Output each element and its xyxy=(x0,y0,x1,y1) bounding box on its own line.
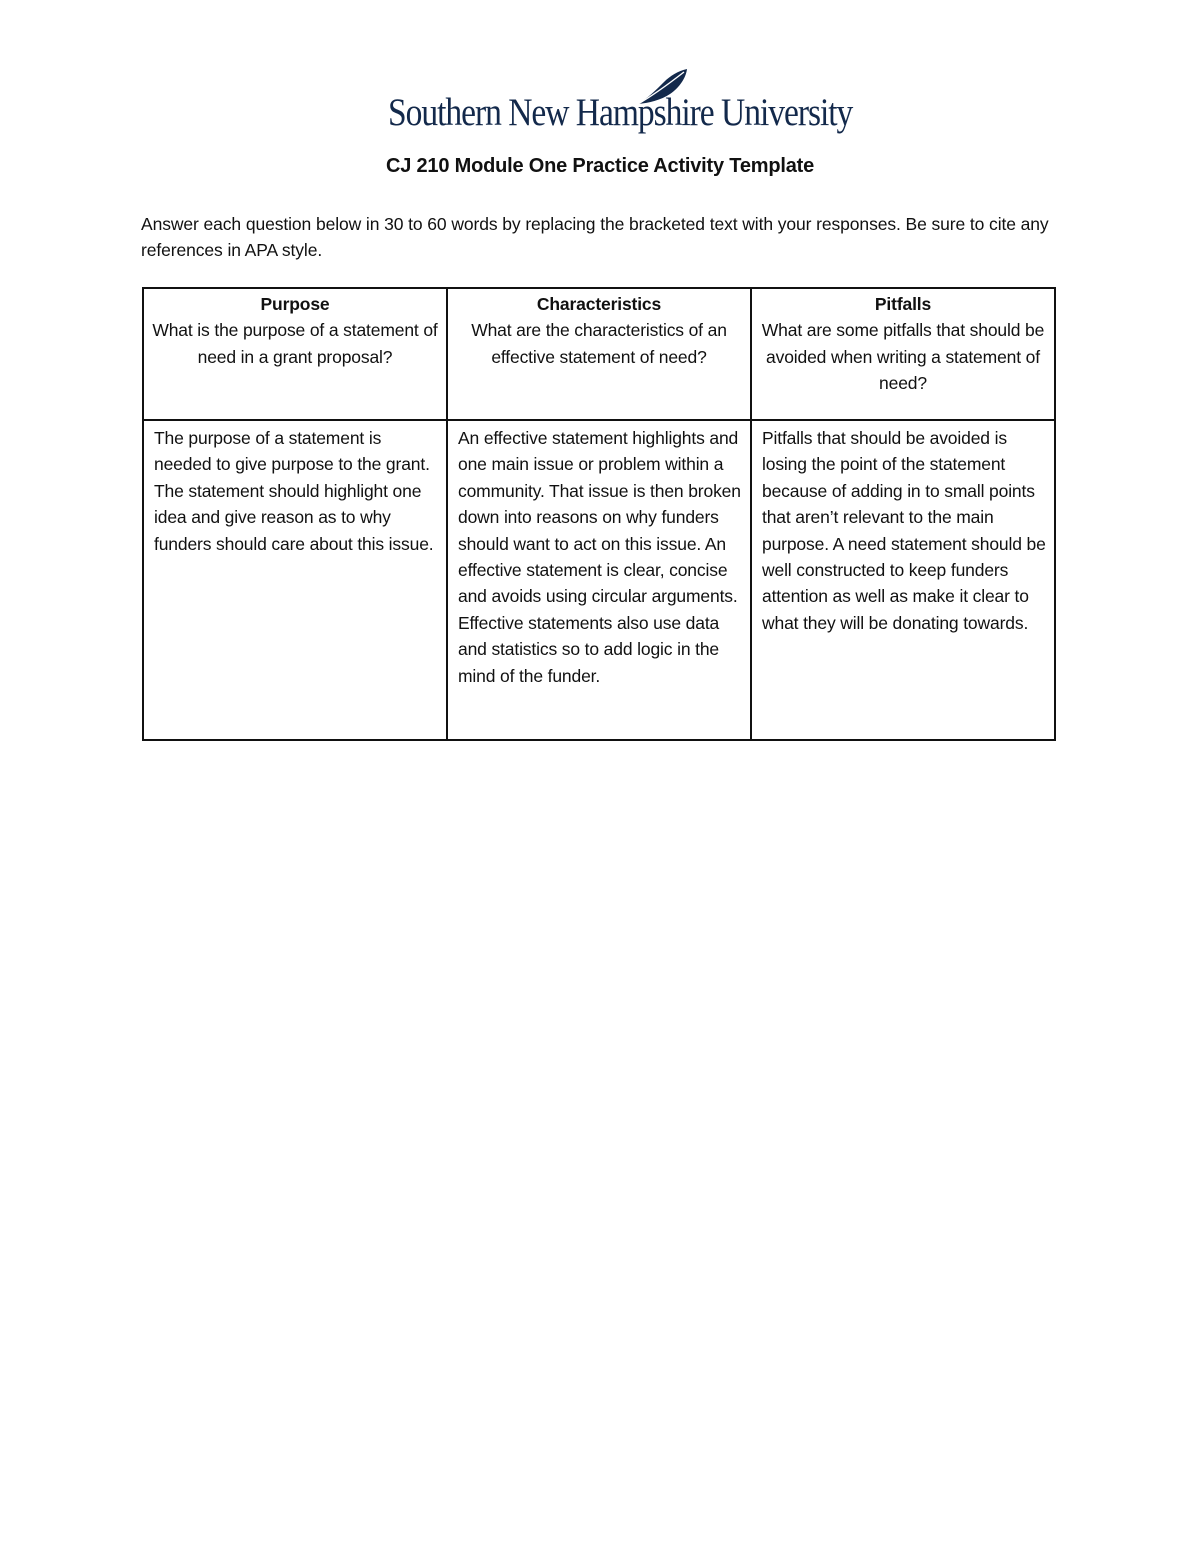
column-heading: Characteristics xyxy=(536,294,662,314)
response-cell-characteristics[interactable]: An effective statement highlights and one main issue or problem within a community. That issue is then broken down into reasons on why funders should want to act on this issue. An effective statement is clear, concise and avoids using circular arguments. Effective statements also use data and statistics so to add logic in the mind of the funder. xyxy=(447,420,751,740)
response-cell-purpose[interactable]: The purpose of a statement is needed to give purpose to the grant. The statement should highlight one idea and give reason as to why funders should care about this issue. xyxy=(143,420,447,740)
university-logo xyxy=(384,64,853,140)
header-cell-characteristics xyxy=(447,288,751,420)
instructions-paragraph: Answer each question below in 30 to 60 words by replacing the bracketed text with your responses. Be sure to cite any references in APA style. xyxy=(141,214,1049,260)
column-question: What are some pitfalls that should be avoided when writing a statement of need? xyxy=(761,320,1045,394)
table-response-row xyxy=(143,420,1055,740)
column-heading: Purpose xyxy=(260,294,330,314)
table-header-row xyxy=(143,288,1055,420)
document-title: CJ 210 Module One Practice Activity Template xyxy=(385,155,815,177)
university-name: Southern New Hampshire University xyxy=(388,91,853,134)
header-cell-pitfalls xyxy=(751,288,1055,420)
activity-table xyxy=(142,287,1056,741)
response-cell-pitfalls[interactable]: Pitfalls that should be avoided is losing the point of the statement because of adding in to small points that aren’t relevant to the main purpose. A need statement should be well constructed to keep funders attention as well as make it clear to what they will be donating towards. xyxy=(751,420,1055,740)
column-question: What are the characteristics of an effective statement of need? xyxy=(471,320,727,367)
column-heading: Pitfalls xyxy=(874,294,932,314)
column-question: What is the purpose of a statement of need in a grant proposal? xyxy=(152,320,438,367)
header-cell-purpose xyxy=(143,288,447,420)
